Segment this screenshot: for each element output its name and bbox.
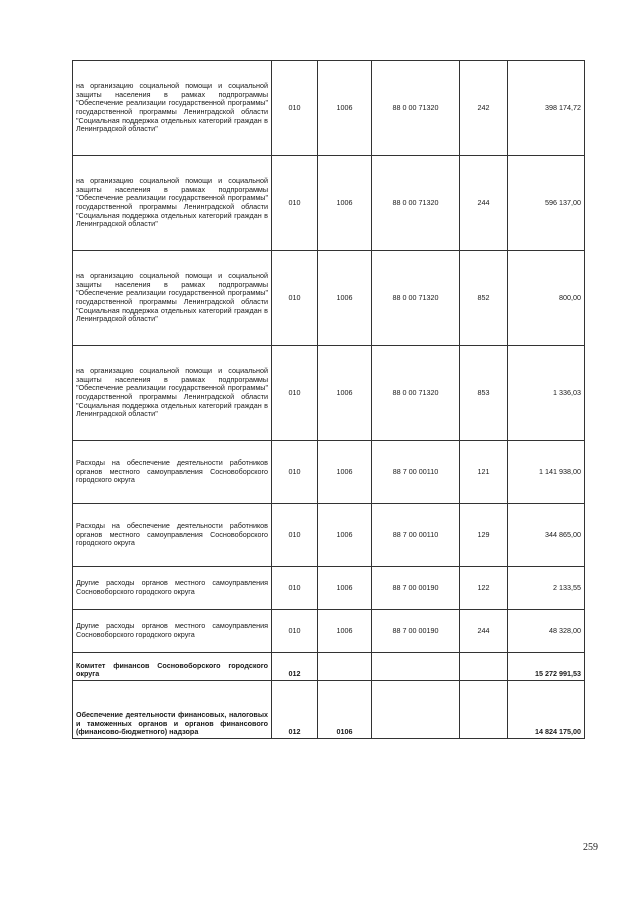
table-row: [73, 504, 585, 567]
expense-type-code: 244: [460, 156, 508, 251]
ministry-code: 010: [272, 610, 318, 653]
target-code: 88 0 00 71320: [372, 346, 460, 441]
target-code: 88 0 00 71320: [372, 156, 460, 251]
amount: 15 272 991,53: [508, 653, 585, 681]
expense-type-code: 852: [460, 251, 508, 346]
amount: 800,00: [508, 251, 585, 346]
table-row: [73, 441, 585, 504]
ministry-code: 010: [272, 504, 318, 567]
table-row: [73, 156, 585, 251]
amount: 596 137,00: [508, 156, 585, 251]
expense-type-code: 129: [460, 504, 508, 567]
expense-type-code: 244: [460, 610, 508, 653]
section-code: 1006: [318, 346, 372, 441]
budget-table: [72, 60, 585, 739]
target-code: 88 7 00 00190: [372, 567, 460, 610]
expense-type-code: [460, 653, 508, 681]
amount: 48 328,00: [508, 610, 585, 653]
expense-description: Расходы на обеспечение деятельности работников органов местного самоуправления Сосновоборского городского округа: [73, 504, 272, 567]
expense-description: Комитет финансов Сосновоборского городского округа: [73, 653, 272, 681]
target-code: 88 7 00 00110: [372, 504, 460, 567]
section-code: 1006: [318, 567, 372, 610]
section-code: 1006: [318, 251, 372, 346]
table-row: [73, 681, 585, 739]
amount: 2 133,55: [508, 567, 585, 610]
section-code: 0106: [318, 681, 372, 739]
ministry-code: 010: [272, 156, 318, 251]
expense-description: Расходы на обеспечение деятельности работников органов местного самоуправления Сосновоборского городского округа: [73, 441, 272, 504]
ministry-code: 010: [272, 567, 318, 610]
ministry-code: 012: [272, 681, 318, 739]
table-row: [73, 610, 585, 653]
target-code: 88 0 00 71320: [372, 251, 460, 346]
expense-description: на организацию социальной помощи и социальной защиты населения в рамках подпрограммы "Обеспечение реализации государственной программы" государственной программы Ленинградской области "Социальная поддержка отдельных категорий граждан в Ленинградской области": [73, 346, 272, 441]
section-code: 1006: [318, 156, 372, 251]
table-row: [73, 346, 585, 441]
ministry-code: 012: [272, 653, 318, 681]
table-row: [73, 61, 585, 156]
ministry-code: 010: [272, 441, 318, 504]
target-code: 88 7 00 00110: [372, 441, 460, 504]
ministry-code: 010: [272, 61, 318, 156]
expense-description: на организацию социальной помощи и социальной защиты населения в рамках подпрограммы "Обеспечение реализации государственной программы" государственной программы Ленинградской области "Социальная поддержка отдельных категорий граждан в Ленинградской области": [73, 251, 272, 346]
page-number: 259: [583, 842, 598, 853]
ministry-code: 010: [272, 346, 318, 441]
expense-type-code: 122: [460, 567, 508, 610]
expense-description: Обеспечение деятельности финансовых, налоговых и таможенных органов и органов финансового (финансово-бюджетного) надзора: [73, 681, 272, 739]
expense-description: на организацию социальной помощи и социальной защиты населения в рамках подпрограммы "Обеспечение реализации государственной программы" государственной программы Ленинградской области "Социальная поддержка отдельных категорий граждан в Ленинградской области": [73, 156, 272, 251]
section-code: 1006: [318, 504, 372, 567]
target-code: 88 7 00 00190: [372, 610, 460, 653]
section-code: [318, 653, 372, 681]
target-code: [372, 681, 460, 739]
amount: 344 865,00: [508, 504, 585, 567]
expense-type-code: [460, 681, 508, 739]
expense-type-code: 242: [460, 61, 508, 156]
amount: 14 824 175,00: [508, 681, 585, 739]
section-code: 1006: [318, 61, 372, 156]
amount: 1 141 938,00: [508, 441, 585, 504]
target-code: 88 0 00 71320: [372, 61, 460, 156]
amount: 398 174,72: [508, 61, 585, 156]
table-row: [73, 653, 585, 681]
expense-description: Другие расходы органов местного самоуправления Сосновоборского городского округа: [73, 610, 272, 653]
expense-type-code: 853: [460, 346, 508, 441]
expense-type-code: 121: [460, 441, 508, 504]
table-row: [73, 251, 585, 346]
table-row: [73, 567, 585, 610]
ministry-code: 010: [272, 251, 318, 346]
expense-description: на организацию социальной помощи и социальной защиты населения в рамках подпрограммы "Обеспечение реализации государственной программы" государственной программы Ленинградской области "Социальная поддержка отдельных категорий граждан в Ленинградской области": [73, 61, 272, 156]
section-code: 1006: [318, 441, 372, 504]
amount: 1 336,03: [508, 346, 585, 441]
section-code: 1006: [318, 610, 372, 653]
target-code: [372, 653, 460, 681]
expense-description: Другие расходы органов местного самоуправления Сосновоборского городского округа: [73, 567, 272, 610]
